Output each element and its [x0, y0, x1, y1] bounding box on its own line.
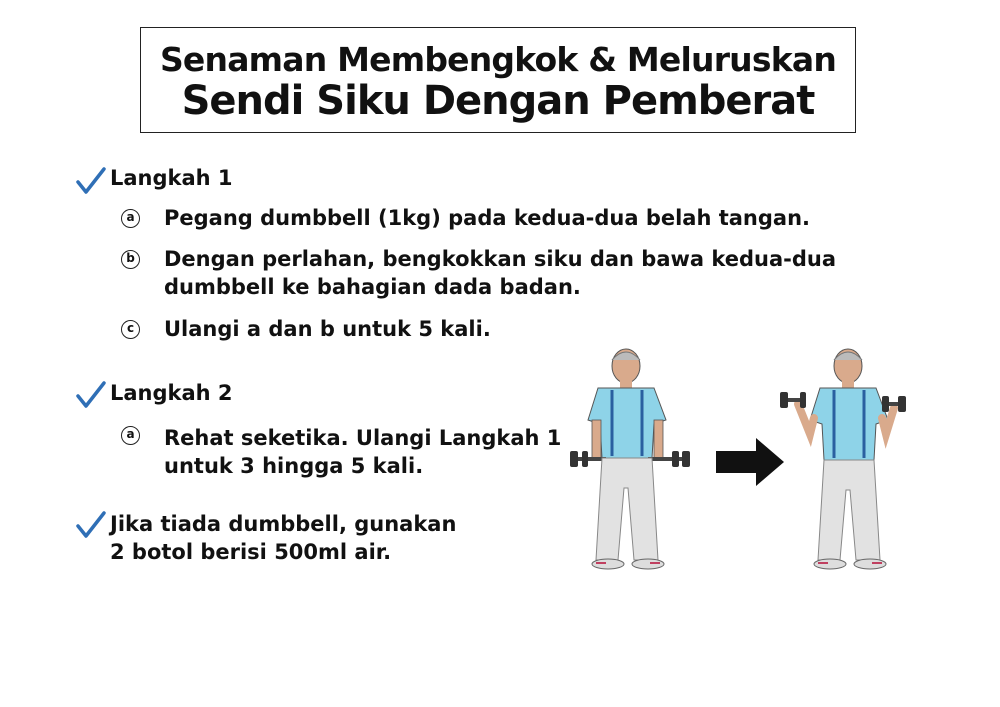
check-icon — [76, 381, 106, 409]
figure-arms-curled — [780, 349, 906, 569]
step-1a-line-1: Pegang dumbbell (1kg) pada kedua-dua belah tangan. — [164, 206, 811, 230]
step-marker-a: a — [121, 209, 140, 228]
right-arrow-icon — [716, 438, 784, 486]
section-3-line-1: Jika tiada dumbbell, gunakan — [110, 512, 457, 536]
step-marker-b: b — [121, 250, 140, 269]
figure-arms-down — [570, 349, 690, 569]
step-1b-line-1: Dengan perlahan, bengkokkan siku dan bawa kedua-dua — [164, 247, 837, 271]
exercise-illustration — [548, 338, 928, 588]
section-2-heading: Langkah 2 — [110, 381, 233, 405]
step-1a-text — [164, 204, 810, 232]
step-1b-line-2: dumbbell ke bahagian dada badan. — [164, 275, 581, 299]
step-2a-line-2: untuk 3 hingga 5 kali. — [164, 454, 424, 478]
section-3-line-2: 2 botol berisi 500ml air. — [110, 540, 392, 564]
step-2a-text — [164, 424, 561, 480]
check-icon — [76, 167, 106, 195]
step-1c-text — [164, 315, 491, 343]
step-1c-line-1: Ulangi a dan b untuk 5 kali. — [164, 317, 491, 341]
step-1b-text — [164, 245, 836, 301]
title-line-2: Sendi Siku Dengan Pemberat — [181, 78, 815, 124]
step-marker-a: a — [121, 426, 140, 445]
step-marker-c: c — [121, 320, 140, 339]
section-1-heading: Langkah 1 — [110, 166, 233, 190]
title-line-1: Senaman Membengkok & Meluruskan — [159, 40, 837, 79]
title-box — [140, 27, 856, 133]
step-2a-line-1: Rehat seketika. Ulangi Langkah 1 — [164, 426, 562, 450]
check-icon — [76, 511, 106, 539]
section-3-note — [110, 510, 456, 566]
